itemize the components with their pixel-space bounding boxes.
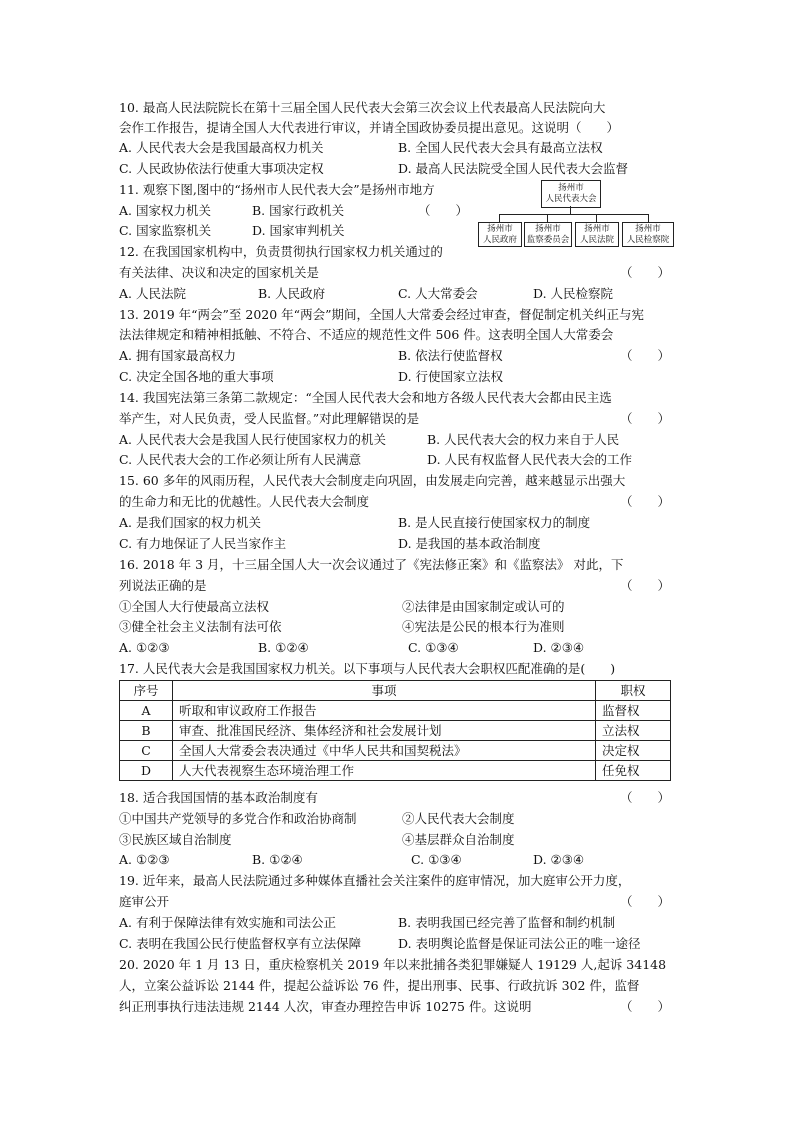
org-node-procuratorate: [622, 222, 674, 247]
q16-statement-4: ④宪法是公民的根本行为准则: [402, 619, 565, 634]
org-node-procuratorate-line2: 人民检察院: [626, 235, 670, 245]
q13-stem-line2: 法法律规定和精神相抵触、不符合、不适应的规范性文件 506 件。这表明全国人大常委会: [119, 327, 614, 342]
q15-option-a: A. 是我们国家的权力机关: [119, 515, 261, 530]
q16-statement-1: ①全国人大行使最高立法权: [119, 599, 270, 614]
table-cell-item: 全国人大常委会表决通过《中华人民共和国契税法》: [173, 741, 596, 761]
table-cell-item: 审查、批准国民经济、集体经济和社会发展计划: [173, 721, 596, 741]
org-node-congress-line1: 扬州市: [558, 183, 584, 193]
q13-stem-line1: 13. 2019 年“两会”至 2020 年“两会”期间，全国人大常委会经过审查，督促制定机关纠正与宪: [119, 307, 644, 322]
table-header-power: 职权: [596, 681, 671, 701]
table-cell-power: 监督权: [596, 701, 671, 721]
q20-answer-bracket: （ ）: [620, 999, 671, 1014]
org-node-supervision-line1: 扬州市: [535, 224, 561, 234]
q14-stem-line1: 14. 我国宪法第三条第二款规定：“全国人民代表大会和地方各级人民代表大会都由民主选: [119, 390, 612, 405]
table-row: [120, 741, 671, 761]
q12-option-c: C. 人大常委会: [398, 286, 478, 301]
q10-option-a: A. 人民代表大会是我国最高权力机关: [119, 140, 324, 155]
q15-answer-bracket: （ ）: [620, 494, 671, 509]
q19-option-a: A. 有利于保障法律有效实施和司法公正: [119, 915, 336, 930]
org-node-government-line2: 人民政府: [482, 235, 517, 245]
q16-stem-line2: 列说法正确的是: [119, 578, 207, 593]
q10-option-b: B. 全国人民代表大会具有最高立法权: [398, 140, 603, 155]
q15-option-c: C. 有力地保证了人民当家作主: [119, 536, 287, 551]
table-cell-power: 立法权: [596, 721, 671, 741]
q19-answer-bracket: （ ）: [620, 894, 671, 909]
org-node-government: [478, 222, 522, 247]
q19-stem-line1: 19. 近年来，最高人民法院通过多种媒体直播社会关注案件的庭审情况，加大庭审公开力度，: [119, 873, 631, 888]
q12-option-b: B. 人民政府: [258, 286, 326, 301]
q16-statement-3: ③健全社会主义法制有法可依: [119, 619, 282, 634]
org-connector-drop-2: [547, 214, 548, 222]
q13-option-a: A. 拥有国家最高权力: [119, 348, 236, 363]
q14-answer-bracket: （ ）: [620, 411, 671, 426]
q18-option-c: C. ①③④: [411, 852, 462, 867]
q11-answer-bracket: （ ）: [418, 203, 469, 218]
q11-option-c: C. 国家监察机关: [119, 223, 212, 238]
org-connector-drop-4: [648, 214, 649, 222]
q16-statement-2: ②法律是由国家制定或认可的: [402, 599, 565, 614]
org-connector-drop-3: [596, 214, 597, 222]
q16-answer-bracket: （ ）: [620, 578, 671, 593]
table-cell-number: A: [120, 701, 173, 721]
table-cell-number: C: [120, 741, 173, 761]
q19-option-c: C. 表明在我国公民行使监督权享有立法保障: [119, 936, 362, 951]
q18-option-b: B. ①②④: [252, 852, 303, 867]
q19-stem-line2: 庭审公开: [119, 894, 170, 909]
org-node-procuratorate-line1: 扬州市: [635, 224, 661, 234]
table-cell-power: 决定权: [596, 741, 671, 761]
q14-option-c: C. 人民代表大会的工作必须让所有人民满意: [119, 452, 362, 467]
q20-stem-line1: 20. 2020 年 1 月 13 日，重庆检察机关 2019 年以来批捕各类犯罪嫌疑人 19129 人,起诉 34148: [119, 957, 667, 972]
table-row: [120, 721, 671, 741]
q12-option-d: D. 人民检察院: [533, 286, 614, 301]
q19-option-d: D. 表明舆论监督是保证司法公正的唯一途径: [398, 936, 641, 951]
q20-stem-line3: 纠正刑事执行违法违规 2144 人次，审查办理控告申诉 10275 件。这说明: [119, 999, 532, 1014]
q20-stem-line2: 人，立案公益诉讼 2144 件，提起公益诉讼 76 件，提出刑事、民事、行政抗诉 302 件，监督: [119, 978, 640, 993]
table-cell-item: 听取和审议政府工作报告: [173, 701, 596, 721]
q15-option-b: B. 是人民直接行使国家权力的制度: [398, 515, 591, 530]
org-connector-drop-1: [499, 214, 500, 222]
org-node-court-line1: 扬州市: [584, 224, 610, 234]
q11-stem-line1: 11. 观察下图,图中的“扬州市人民代表大会”是扬州市地方: [119, 182, 435, 197]
table-cell-power: 任免权: [596, 761, 671, 781]
q18-statement-4: ④基层群众自治制度: [402, 832, 515, 847]
q18-answer-bracket: （ ）: [620, 790, 671, 805]
q10-option-d: D. 最高人民法院受全国人民代表大会监督: [398, 161, 629, 176]
q16-stem-line1: 16. 2018 年 3 月，十三届全国人大一次会议通过了《宪法修正案》和《监察法》 对此，下: [119, 557, 624, 572]
table-header-row: [120, 681, 671, 701]
org-connector-vertical: [570, 206, 571, 214]
q18-statement-2: ②人民代表大会制度: [402, 811, 515, 826]
q16-option-d: D. ②③④: [533, 640, 585, 655]
table-cell-number: D: [120, 761, 173, 781]
q12-stem-line1: 12. 在我国国家机构中，负责贯彻执行国家权力机关通过的: [119, 244, 443, 259]
table-header-number: 序号: [120, 681, 173, 701]
q17-matching-table: [119, 680, 671, 781]
q18-statement-3: ③民族区域自治制度: [119, 832, 232, 847]
q12-answer-bracket: （ ）: [620, 265, 671, 280]
q14-option-b: B. 人民代表大会的权力来自于人民: [427, 432, 620, 447]
q15-stem-line2: 的生命力和无比的优越性。人民代表大会制度: [119, 494, 370, 509]
q18-stem-line1: 18. 适合我国国情的基本政治制度有: [119, 790, 318, 805]
q10-option-c: C. 人民政协依法行使重大事项决定权: [119, 161, 324, 176]
q18-option-a: A. ①②③: [119, 852, 170, 867]
table-row: [120, 701, 671, 721]
org-node-court-line2: 人民法院: [579, 235, 614, 245]
q14-option-d: D. 人民有权监督人民代表大会的工作: [427, 452, 633, 467]
q13-option-c: C. 决定全国各地的重大事项: [119, 369, 274, 384]
q11-option-a: A. 国家权力机关: [119, 203, 211, 218]
q13-answer-bracket: （ ）: [620, 348, 671, 363]
org-node-congress-line2: 人民代表大会: [545, 194, 597, 204]
q19-option-b: B. 表明我国已经完善了监督和制约机制: [398, 915, 616, 930]
q14-stem-line2: 举产生，对人民负责，受人民监督。”对此理解错误的是: [119, 411, 420, 426]
org-node-government-line1: 扬州市: [487, 224, 513, 234]
q13-option-b: B. 依法行使监督权: [398, 348, 503, 363]
org-connector-horizontal: [499, 214, 648, 215]
q11-option-b: B. 国家行政机关: [252, 203, 345, 218]
q16-option-a: A. ①②③: [119, 640, 170, 655]
q16-option-b: B. ①②④: [258, 640, 309, 655]
q17-stem-line1: 17. 人民代表大会是我国国家权力机关。以下事项与人民代表大会职权匹配准确的是( ): [119, 661, 616, 676]
org-node-supervision-line2: 监察委员会: [526, 235, 570, 245]
q18-statement-1: ①中国共产党领导的多党合作和政治协商制: [119, 811, 357, 826]
org-node-congress: [541, 180, 601, 208]
q12-option-a: A. 人民法院: [119, 286, 186, 301]
q15-option-d: D. 是我国的基本政治制度: [398, 536, 541, 551]
table-row: [120, 761, 671, 781]
q14-option-a: A. 人民代表大会是我国人民行使国家权力的机关: [119, 432, 386, 447]
q13-option-d: D. 行使国家立法权: [398, 369, 504, 384]
table-cell-number: B: [120, 721, 173, 741]
q10-stem-line2: 会作工作报告，提请全国人大代表进行审议，并请全国政协委员提出意见。这说明（ ）: [119, 120, 620, 135]
org-node-supervision: [524, 222, 572, 247]
table-header-item: 事项: [173, 681, 596, 701]
q15-stem-line1: 15. 60 多年的风雨历程，人民代表大会制度走向巩固，由发展走向完善，越来越显示出强大: [119, 473, 626, 488]
q10-stem-line1: 10. 最高人民法院院长在第十三届全国人民代表大会第三次会议上代表最高人民法院向大: [119, 100, 606, 115]
org-node-court: [575, 222, 619, 247]
table-cell-item: 人大代表视察生态环境治理工作: [173, 761, 596, 781]
q16-option-c: C. ①③④: [408, 640, 459, 655]
q12-stem-line2: 有关法律、决议和决定的国家机关是: [119, 265, 320, 280]
q18-option-d: D. ②③④: [533, 852, 585, 867]
q11-option-d: D. 国家审判机关: [252, 223, 345, 238]
